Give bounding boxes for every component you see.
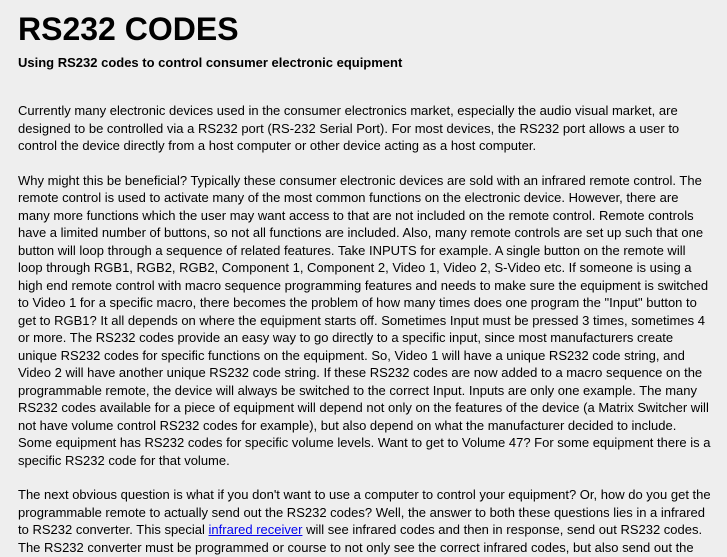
page-subtitle: Using RS232 codes to control consumer electronic equipment xyxy=(18,55,403,70)
paragraph-converter-text-before: The next obvious question is what if you don't want to use a computer to control your equipment? Or, how do you get the programmable remote to actually send out the RS232 codes? Well, the answer to both these questions lies in a infrared to RS232 converter. This special xyxy=(18,487,711,537)
paragraph-benefits: Why might this be beneficial? Typically these consumer electronic devices are sold with an infrared remote control. The remote control is used to activate many of the most common functions on the electronic device. However, there are many more functions which the user may want access to that are not included on the remote control. Remote controls have a limited number of buttons, so not all functions are included. Also, many remote controls are set up such that one button will loop through a sequence of related features. Take INPUTS for example. A single button on the remote will loop through RGB1, RGB2, RGB2, Component 1, Component 2, Video 1, Video 2, S-Video etc. If someone is using a high end remote control with macro sequence programming features and needs to make sure the equipment is switched to Video 1 for a specific macro, there becomes the problem of how many times does one program the "Input" button to get to RGB1? It all depends on where the equipment starts off. Sometimes Input must be pressed 3 times, sometimes 4 or more. The RS232 codes provide an easy way to go directly to a specific input, since most manufacturers create unique RS232 codes for specific functions on the equipment. So, Video 1 will have a unique RS232 code string, and Video 2 will have another unique RS232 code string. If these RS232 codes are now added to a macro sequence on the programmable remote, the device will always be switched to the correct Input. Inputs are only one example. The many RS232 codes available for a piece of equipment will depend not only on the features of the device (a Matrix Switcher will not have volume control RS232 codes for example), but also depend on what the manufacturer decided to include. Some equipment has RS232 codes for specific volume levels. Want to get to Volume 47? For some equipment there is a specific RS232 code for that volume. xyxy=(18,172,711,468)
page-title: RS232 CODES xyxy=(18,11,239,47)
paragraph-converter-text-after: will see infrared codes and then in response, send out RS232 codes. The RS232 converter must be programmed or course to not only see the correct infrared codes, but also send out the xyxy=(18,522,703,555)
page xyxy=(0,12,727,557)
infrared-receiver-link[interactable]: infrared receiver xyxy=(208,522,303,537)
paragraph-intro: Currently many electronic devices used in the consumer electronics market, especially the audio visual market, are designed to be controlled via a RS232 port (RS-232 Serial Port). For most devices, the RS232 port allows a user to control the device directly from a host computer or other device acting as a host computer. xyxy=(18,103,680,153)
paragraph-converter xyxy=(18,486,711,556)
